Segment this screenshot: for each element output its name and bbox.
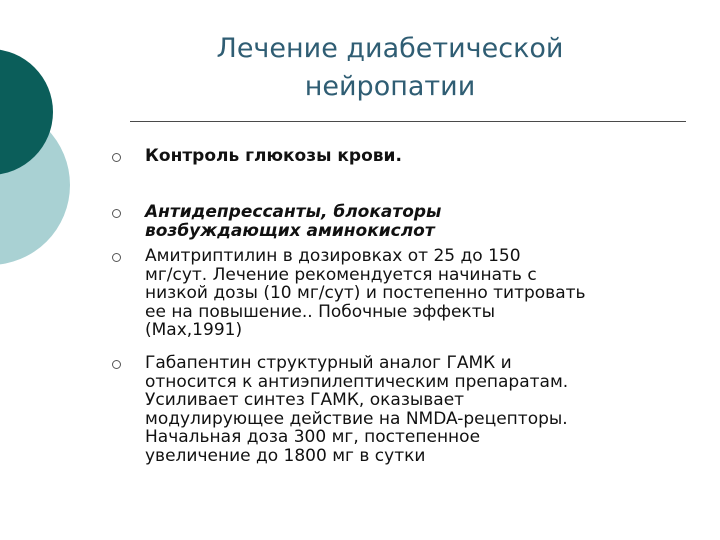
bullet-line: ее на повышение.. Побочные эффекты <box>145 301 496 322</box>
bullet-line: низкой дозы (10 мг/сут) и постепенно титровать <box>145 283 586 303</box>
bullet-line: увеличение до 1800 мг в сутки <box>145 445 426 466</box>
bullet-text <box>145 247 692 340</box>
bullet-line: мг/сут. Лечение рекомендуется начинать с <box>145 264 537 285</box>
bullet-line: Начальная доза 300 мг, постепенное <box>145 427 481 447</box>
slide-title-line-1: Лечение диабетической <box>216 33 564 64</box>
bullet-circle-icon <box>112 209 121 218</box>
title-divider <box>130 121 686 122</box>
bullet-line: Контроль глюкозы крови. <box>145 146 402 166</box>
slide-title-line-2: нейропатии <box>304 71 476 102</box>
bullet-line: модулирующее действие на NMDA-рецепторы. <box>145 408 568 429</box>
bullet-line: возбуждающих аминокислот <box>145 220 435 241</box>
bullet-circle-icon <box>112 153 121 162</box>
slide-title <box>130 30 650 106</box>
bullet-circle-icon <box>112 253 121 262</box>
bullet-circle-icon <box>112 360 121 369</box>
bullet-line: Габапентин структурный аналог ГАМК и <box>145 353 512 373</box>
bullet-line: (Max,1991) <box>145 320 243 340</box>
bullet-line: Антидепрессанты, блокаторы <box>145 202 442 222</box>
bullet-line: Амитриптилин в дозировках от 25 до 150 <box>145 246 521 266</box>
bullet-text <box>145 203 692 240</box>
bullet-line: относится к антиэпилептическим препаратам. <box>145 371 569 392</box>
bullet-line: Усиливает синтез ГАМК, оказывает <box>145 390 465 410</box>
bullet-text <box>145 354 692 465</box>
decorative-circles <box>0 0 120 300</box>
bullet-text <box>145 147 692 166</box>
